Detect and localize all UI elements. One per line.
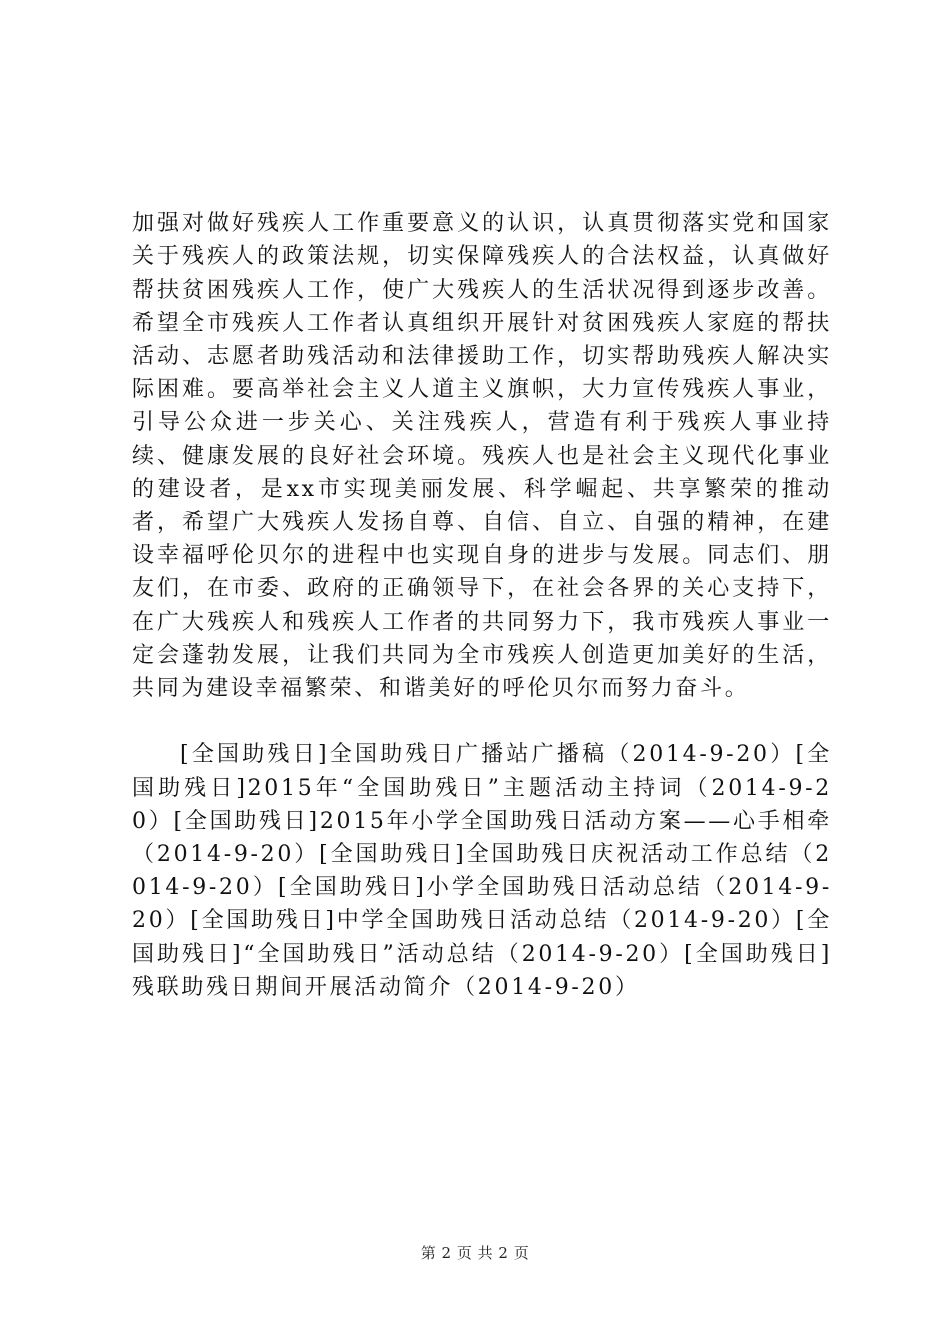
paragraph-related-articles: [全国助残日]全国助残日广播站广播稿（2014-9-20）[全国助残日]2015年“全国助残日”主题活动主持词（2014-9-20）[全国助残日]2015年小学全国助残日活动方案——心手相牵（2014-9-20）[全国助残日]全国助残日庆祝活动工作总结（2014-9-20）[全国助残日]小学全国助残日活动总结（2014-9-20）[全国助残日]中学全国助残日活动总结（2014-9-20）[全国助残日]“全国助残日”活动总结（2014-9-20）[全国助残日]残联助残日期间开展活动简介（2014-9-20） xyxy=(132,742,832,1000)
paragraph-speech-closing: 加强对做好残疾人工作重要意义的认识，认真贯彻落实党和国家关于残疾人的政策法规，切实保障残疾人的合法权益，认真做好帮扶贫困残疾人工作，使广大残疾人的生活状况得到逐步改善。希望全市残疾人工作者认真组织开展针对贫困残疾人家庭的帮扶活动、志愿者助残活动和法律援助工作，切实帮助残疾人解决实际困难。要高举社会主义人道主义旗帜，大力宣传残疾人事业，引导公众进一步关心、关注残疾人，营造有利于残疾人事业持续、健康发展的良好社会环境。残疾人也是社会主义现代化事业的建设者，是xx市实现美丽发展、科学崛起、共享繁荣的推动者，希望广大残疾人发扬自尊、自信、自立、自强的精神，在建设幸福呼伦贝尔的进程中也实现自身的进步与发展。同志们、朋友们，在市委、政府的正确领导下，在社会各界的关心支持下，在广大残疾人和残疾人工作者的共同努力下，我市残疾人事业一定会蓬勃发展，让我们共同为全市残疾人创造更加美好的生活，共同为建设幸福繁荣、和谐美好的呼伦贝尔而努力奋斗。 xyxy=(132,211,832,702)
page-number-footer: 第 2 页 共 2 页 xyxy=(420,1244,530,1262)
document-body xyxy=(132,174,832,1037)
